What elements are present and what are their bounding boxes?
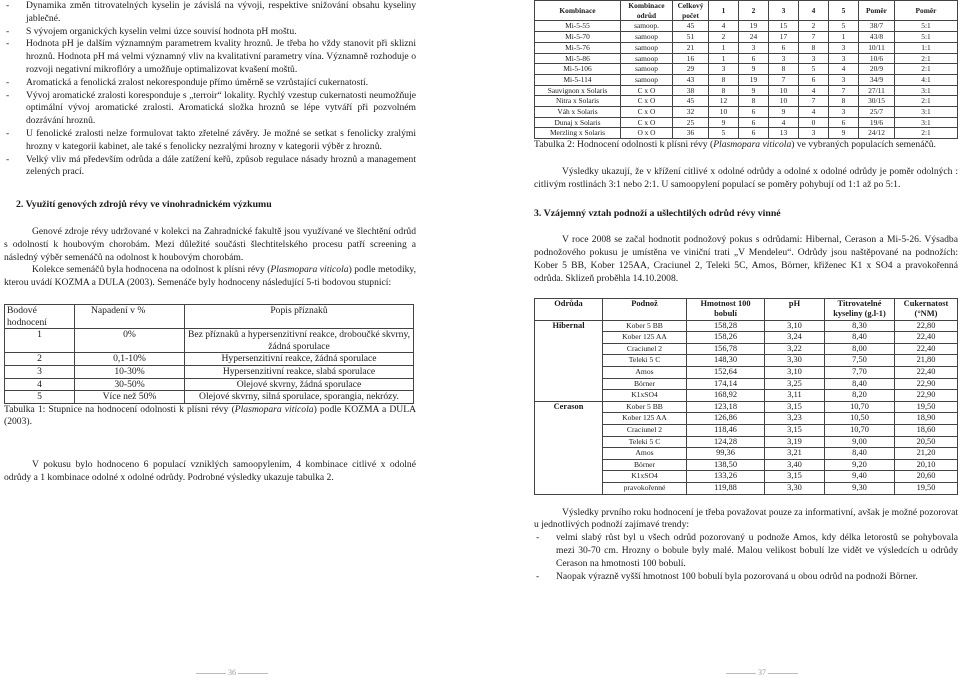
section-2-results-paragraph: Výsledky ukazují, že v křížení citlivé x odolné odrůdy a odolné x odolné odrůdy je poměr odolných : citlivým rostlinách 3:1 nebo 2:1. U samoopylení populací se poměry pohybují od 1:1 až po 5:1. [534,165,958,190]
table-row [535,107,958,118]
table-cell: 24 [739,32,769,43]
table-1-caption: Tabulka 1: Stupnice na hodnocení odolnosti k plísni révy (Plasmopara viticola) podle KOZMA a DULA (2003). [4,403,417,428]
table-cell: 3,30 [765,483,825,495]
bullet-item [4,90,416,128]
variety-cell: Hibernal [535,320,603,401]
table-cell: Mi-5-55 [535,21,621,32]
table-cell: 9 [739,64,769,75]
page-footer-left [196,668,268,677]
table-cell: 158,28 [687,320,765,332]
table-cell: 34/9 [859,74,895,85]
table-cell: C x O [621,85,673,96]
table-row [535,117,958,128]
table-header-cell: Odrůda [535,298,603,320]
bullet-dash: - [6,0,10,11]
table-header-row [5,304,414,328]
bullet-dash: - [6,38,10,50]
table-cell: K1xSO4 [603,471,687,483]
table-cell: 7 [769,74,799,85]
table-cell: 10/11 [859,42,895,53]
table-cell: 4 [799,85,829,96]
table-cell: Teleki 5 C [603,355,687,367]
table-header-cell: Titrovatelné kyseliny (g.l-1) [825,298,895,320]
section-2-paragraph-3: V pokusu bylo hodnoceno 6 populací vzniklých samoopylením, 4 kombinace citlivé x odolné odrůdy a 1 kombinace odolné x odolné odrůdy. Podrobné výsledky ukazuje tabulka 2. [4,459,416,484]
bullet-item [4,38,416,76]
table-cell: 51 [673,32,709,43]
bullet-item [534,571,958,584]
table-cell: 29 [673,64,709,75]
table-cell: samoop [621,42,673,53]
table-cell: 10,50 [825,413,895,425]
section-3-paragraph-2: Výsledky prvního roku hodnocení je třeba považovat pouze za informativní, avšak je možné pozorovat u jednotlivých podnoží zajímavé trendy: [534,506,958,531]
table-header-cell: 1 [709,1,739,21]
table-cell: 9,30 [825,483,895,495]
table-cell: Dunaj x Solaris [535,117,621,128]
section-2-paragraph-1: Genové zdroje révy udržované v kolekci na Zahradnické fakultě jsou využívané ve šlechtění odrůd s odolností k houbovým chorobám. Mezi důležité součásti šlechtitelského procesu patří screening a následný výběr semenáčů na odolnost k houbovým chorobám. [4,225,416,263]
right-page [534,0,958,583]
table-cell: 5 [709,128,739,139]
table-cell: 22,80 [895,320,958,332]
table-cell: Hypersenzitivní reakce, žádná sporulace [185,353,414,366]
table-cell: 6 [799,74,829,85]
table-cell: 8 [799,42,829,53]
table-row [5,353,414,366]
table-cell: 133,26 [687,471,765,483]
bullet-item [4,77,416,90]
table-cell: 7 [799,32,829,43]
table-2-population-results [534,0,958,139]
table-row [5,329,414,353]
bullet-text: Vývoj aromatické zralosti koresponduje s „terroir“ lokality. Rychlý vzestup cukernatosti neumožňuje optimální vývoj aromatické zralosti. Aromatická složka hroznů se lépe vytváří při pozvolném dozrávání hroznů. [26,89,416,127]
table-cell: 25 [673,117,709,128]
bullet-text: Velký vliv má především odrůda a dále zatížení keřů, způsob regulace násady hroznů a management zelených prací. [26,153,416,178]
table-3-rootstock-results [534,298,958,495]
table-cell: 45 [673,96,709,107]
table-cell: Sauvignon x Solaris [535,85,621,96]
table-cell: 21,80 [895,355,958,367]
table-cell: 2:1 [895,96,958,107]
table-cell: Mi-5-86 [535,53,621,64]
section-3-heading: 3. Vzájemný vztah podnoží a ušlechtilých odrůd révy vinné [534,207,781,219]
table-cell: 8 [739,96,769,107]
table-cell: 4 [709,21,739,32]
bullet-dash: - [6,76,10,88]
table-cell: 3 [799,128,829,139]
table-cell: 10,70 [825,425,895,437]
bullet-list-bottom [534,532,958,583]
table-cell: 10,70 [825,401,895,413]
table-cell: 119,88 [687,483,765,495]
table-cell: Kober 5 BB [603,401,687,413]
table-cell: 32 [673,107,709,118]
table-header-cell: Popis příznaků [185,304,414,328]
table-cell: 3 [829,53,859,64]
table-row [535,74,958,85]
table-cell: 43/8 [859,32,895,43]
table-cell: 27/11 [859,85,895,96]
table-cell: 22,90 [895,390,958,402]
table-cell: 2 [5,353,75,366]
table-cell: 3 [5,365,75,378]
table-cell: 5 [799,64,829,75]
page-number: 37 [758,668,766,677]
table-cell: 3,15 [765,425,825,437]
table-header-row [535,1,958,21]
table-cell: 3,40 [765,459,825,471]
table-row [5,391,414,404]
table-cell: 3:1 [895,107,958,118]
table-cell: 38/7 [859,21,895,32]
bullet-dash: - [6,153,10,165]
table-cell: 19 [739,74,769,85]
table-cell: 168,92 [687,390,765,402]
table-cell: Craciunel 2 [603,343,687,355]
table-cell: 8,40 [825,448,895,460]
left-page [4,0,416,485]
table-cell: 7 [799,96,829,107]
table-cell: 1 [709,42,739,53]
table-cell: 21,20 [895,448,958,460]
table-cell: 36 [673,128,709,139]
bullet-item [4,128,416,154]
table-cell: 8,40 [825,332,895,344]
table-cell: pravokořenné [603,483,687,495]
table-cell: 6 [769,42,799,53]
table-cell: 7 [829,85,859,96]
table-cell: 21 [673,42,709,53]
table-cell: 1 [5,329,75,353]
table-cell: 3 [769,53,799,64]
table-cell: 3 [829,42,859,53]
table-cell: 20,50 [895,436,958,448]
page-footer-right [726,668,798,677]
table-cell: 3,24 [765,332,825,344]
table-cell: 6 [739,53,769,64]
table-cell: Mi-5-76 [535,42,621,53]
table-cell: 2:1 [895,53,958,64]
section-2-paragraph-2: Kolekce semenáčů byla hodnocena na odolnost k plísni révy (Plasmopara viticola) podle metodiky, kterou uvádí KOZMA a DULA (2003). Semenáče byly hodnoceny následující 5-ti bodovou stupnicí: [4,264,416,289]
table-cell: 16 [673,53,709,64]
table-header-cell: Celkový počet [673,1,709,21]
table-cell: 4 [5,378,75,391]
table-header-cell: Cukernatost (°NM) [895,298,958,320]
table-cell: 2 [799,21,829,32]
table-cell: Börner [603,378,687,390]
table-cell: 1 [709,53,739,64]
table-1-resistance-scale [4,304,414,404]
table-cell: C x O [621,117,673,128]
table-cell: 43 [673,74,709,85]
table-cell: 124,28 [687,436,765,448]
table-cell: 13 [769,128,799,139]
table-header-cell: Hmotnost 100 bobulí [687,298,765,320]
table-cell: Kober 125 AA [603,413,687,425]
table-cell: 8 [829,96,859,107]
table-cell: 38 [673,85,709,96]
table-header-cell: Kombinace odrůd [621,1,673,21]
table-cell: 2:1 [895,64,958,75]
table-cell: 123,18 [687,401,765,413]
bullet-text: Hodnota pH je dalším významným parametrem kvality hroznů. Je třeba ho vždy stanovit při sklizni hroznů. Hodnota pH má velmi významný vliv na kvalitativní parametry vína. Významně rozhoduje o rozvoji negativní mikroflóry a umožňuje optimalizovat kvašení moštů. [26,38,416,75]
table-cell: 3,30 [765,355,825,367]
table-cell: 3 [829,74,859,85]
table-row [535,21,958,32]
table-header-cell: Kombinace [535,1,621,21]
table-cell: 10-30% [75,365,185,378]
table-cell: 5 [5,391,75,404]
table-cell: 22,40 [895,332,958,344]
table-cell: 158,26 [687,332,765,344]
table-cell: 0 [799,117,829,128]
bullet-list-top [4,0,416,179]
table-cell: Více než 50% [75,391,185,404]
bullet-text: Aromatická a fenolická zralost nekoresponduje přímo úměrně se vzrůstající cukernatostí. [26,76,369,88]
table-cell: Teleki 5 C [603,436,687,448]
table-cell: 5:1 [895,21,958,32]
table-cell: 6 [739,107,769,118]
table-cell: Merzling x Solaris [535,128,621,139]
table-cell: 9 [739,85,769,96]
table-row [535,42,958,53]
bullet-text: Dynamika změn titrovatelných kyselin je závislá na vývoji, respektive snižování obsahu kyseliny jablečné. [26,0,416,24]
bullet-text: S vývojem organických kyselin velmi úzce souvisí hodnota pH moštu. [26,25,297,37]
table-cell: 3,15 [765,401,825,413]
table-2-caption: Tabulka 2: Hodnocení odolnosti k plísni révy (Plasmopara viticola) ve vybraných populacích semenáčů. [534,139,936,151]
table-cell: Mi-5-106 [535,64,621,75]
table-cell: 4 [799,107,829,118]
table-cell: 3 [799,53,829,64]
table-cell: Craciunel 2 [603,425,687,437]
table-cell: 8 [709,85,739,96]
table-cell: 5:1 [895,32,958,43]
table-cell: 148,30 [687,355,765,367]
table-cell: 8 [709,74,739,85]
table-cell: samoop [621,74,673,85]
table-row [535,128,958,139]
table-row [535,32,958,43]
table-header-cell: 5 [829,1,859,21]
table-cell: K1xSO4 [603,390,687,402]
table-cell: 138,50 [687,459,765,471]
table-cell: C x O [621,96,673,107]
table-cell: 12 [709,96,739,107]
table-cell: 3:1 [895,117,958,128]
table-cell: 19,50 [895,483,958,495]
table-cell: 24/12 [859,128,895,139]
table-header-cell: Podnož [603,298,687,320]
table-cell: 10/6 [859,53,895,64]
bullet-item [4,0,416,26]
table-row [535,401,958,413]
table-row [535,96,958,107]
table-cell: Amos [603,448,687,460]
table-cell: 9 [709,117,739,128]
table-cell: 3,21 [765,448,825,460]
table-cell: 22,40 [895,367,958,379]
bullet-item [4,154,416,180]
table-cell: 10 [769,96,799,107]
table-header-cell: 2 [739,1,769,21]
table-row [535,53,958,64]
table-cell: 3,10 [765,367,825,379]
table-cell: 8 [769,64,799,75]
table-cell: 152,64 [687,367,765,379]
table-cell: 7,50 [825,355,895,367]
table-cell: 3,22 [765,343,825,355]
table-cell: 4 [829,64,859,75]
table-header-cell: 4 [799,1,829,21]
table-cell: 99,36 [687,448,765,460]
table-cell: 19 [739,21,769,32]
table-cell: 18,90 [895,413,958,425]
table-cell: 3,15 [765,471,825,483]
table-cell: samoop [621,53,673,64]
table-cell: 2 [709,32,739,43]
bullet-text: Naopak výrazně vyšší hmotnost 100 bobulí byla pozorovaná u obou odrůd na podnoži Börner. [556,570,918,582]
table-cell: 9 [769,107,799,118]
bullet-item [4,26,416,39]
table-cell: 3 [709,64,739,75]
table-cell: Kober 5 BB [603,320,687,332]
table-cell: 20,10 [895,459,958,471]
table-header-cell: 3 [769,1,799,21]
table-cell: 3 [739,42,769,53]
table-cell: Bez příznaků a hypersenzitivní reakce, droboučké skvrny, žádná sporulace [185,329,414,353]
table-cell: Mi-5-114 [535,74,621,85]
table-cell: 3,10 [765,320,825,332]
table-cell: Hypersenzitivní reakce, slabá sporulace [185,365,414,378]
table-cell: 8,40 [825,378,895,390]
table-cell: 30/15 [859,96,895,107]
variety-cell: Cerason [535,401,603,494]
table-header-cell: Poměr [895,1,958,21]
table-row [535,320,958,332]
table-cell: 156,78 [687,343,765,355]
table-row [5,365,414,378]
table-cell: samoop [621,32,673,43]
table-cell: samoop [621,64,673,75]
table-cell: 20,60 [895,471,958,483]
table-cell: 6 [829,117,859,128]
bullet-text: U fenolické zralosti nelze formulovat takto zřetelné závěry. Je možné se setkat s fenolicky zralými hrozny v kategorii kabinet, ale také s fenolicky nezralými hrozny v kategorii výběr z hroznů. [26,127,416,152]
table-cell: 22,40 [895,343,958,355]
table-cell: 5 [829,21,859,32]
table-cell: 4 [769,117,799,128]
table-cell: 9,40 [825,471,895,483]
table-cell: 3:1 [895,85,958,96]
bullet-item [534,532,958,570]
table-cell: 19/6 [859,117,895,128]
table-cell: 30-50% [75,378,185,391]
table-cell: Váh x Solaris [535,107,621,118]
table-row [535,85,958,96]
table-cell: 15 [769,21,799,32]
table-row [535,64,958,75]
table-cell: Olejové skvrny, silná sporulace, sporangia, nekrózy. [185,391,414,404]
table-cell: 7,70 [825,367,895,379]
table-cell: 0% [75,329,185,353]
table-header-cell: pH [765,298,825,320]
table-cell: 25/7 [859,107,895,118]
table-header-cell: Napadení v % [75,304,185,328]
table-cell: 20/9 [859,64,895,75]
table-header-cell: Poměr [859,1,895,21]
bullet-dash: - [6,25,10,37]
table-cell: 8,20 [825,390,895,402]
table-cell: 9,20 [825,459,895,471]
table-cell: 10 [769,85,799,96]
section-3-paragraph-1: V roce 2008 se začal hodnotit podnožový pokus s odrůdami: Hibernal, Cerason a Mi-5-26. Výsadba podnožového pokusu je umístěna ve viniční trati „V Mendeleu“. Odrůdy jsou naštěpované na podnožích: Kober 5 BB, Kober 125AA, Craciunel 2, Teleki 5C, Amos, Börner, křiženec K1 x SO4 a pravokořenná odrůda. Sklizeň proběhla 14.10.2008. [534,234,958,284]
table-cell: 22,90 [895,378,958,390]
table-cell: 1 [829,32,859,43]
table-cell: 9,00 [825,436,895,448]
table-cell: 3,19 [765,436,825,448]
bullet-dash: - [536,532,540,544]
table-cell: 4:1 [895,74,958,85]
table-cell: 10 [709,107,739,118]
table-cell: 18,60 [895,425,958,437]
table-cell: 1:1 [895,42,958,53]
table-cell: Nitra x Solaris [535,96,621,107]
table-cell: 45 [673,21,709,32]
table-cell: 3,23 [765,413,825,425]
table-header-cell: Bodové hodnocení [5,304,75,328]
table-cell: 17 [769,32,799,43]
bullet-text: velmi slabý růst byl u všech odrůd pozorovaný u podnože Amos, kdy délka letorostů se pohybovala mezi 30-70 cm. Hrozny o bobule byly malé. Malou velikost bobulí lze vidět ve výsledcích u odrůdy Cerason na hmotnosti 100 bobulí. [556,532,958,569]
table-cell: Mi-5-70 [535,32,621,43]
table-cell: 19,50 [895,401,958,413]
table-cell: Kober 125 AA [603,332,687,344]
table-cell: 3,25 [765,378,825,390]
page-number: 36 [228,668,236,677]
table-cell: samoop. [621,21,673,32]
table-cell: O x O [621,128,673,139]
table-cell: C x O [621,107,673,118]
table-cell: 118,46 [687,425,765,437]
table-cell: 3 [829,107,859,118]
table-cell: Olejové skvrny, žádná sporulace [185,378,414,391]
table-header-row [535,298,958,320]
table-cell: 8,30 [825,320,895,332]
table-row [5,378,414,391]
table-cell: 6 [739,128,769,139]
table-cell: 8,00 [825,343,895,355]
section-2-heading: 2. Využití genových zdrojů révy ve vinohradnickém výzkumu [16,199,272,211]
table-cell: 9 [829,128,859,139]
bullet-dash: - [536,570,540,582]
table-cell: 3,11 [765,390,825,402]
table-cell: 126,86 [687,413,765,425]
bullet-dash: - [6,89,10,101]
table-cell: 6 [739,117,769,128]
table-cell: Amos [603,367,687,379]
table-cell: 2:1 [895,128,958,139]
bullet-dash: - [6,127,10,139]
table-cell: 174,14 [687,378,765,390]
table-cell: 0,1-10% [75,353,185,366]
table-cell: Börner [603,459,687,471]
